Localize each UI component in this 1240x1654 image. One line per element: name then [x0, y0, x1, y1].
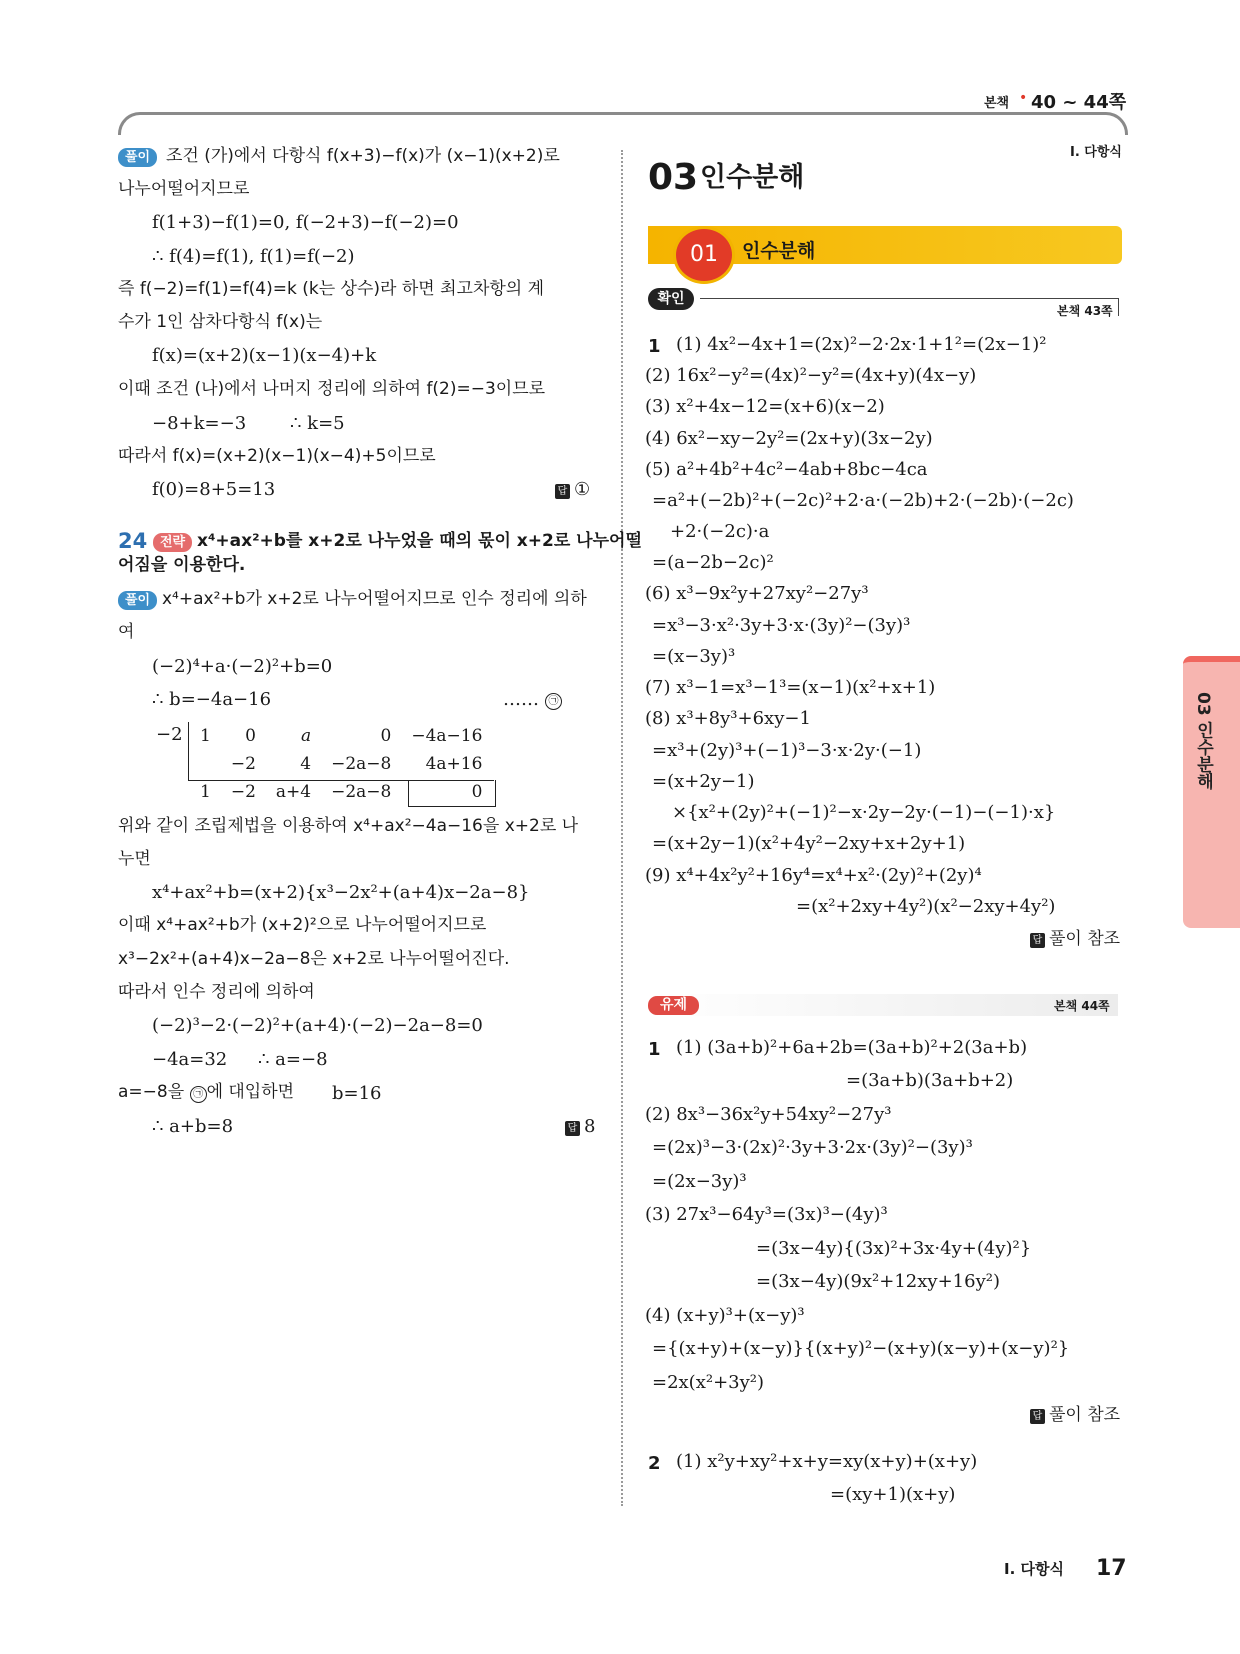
column-divider: [621, 150, 623, 1506]
practice-line-6: (3) 27x³−64y³=(3x)³−(4y)³: [645, 1204, 888, 1225]
solution-badge: 풀이: [118, 591, 157, 610]
check-line-6: =a²+(−2b)²+(−2c)²+2·a·(−2b)+2·(−2b)·(−2c): [652, 490, 1074, 511]
answer-mark: 답: [1030, 933, 1045, 948]
answer-value: 풀이 참조: [1049, 1405, 1121, 1425]
check-line-12: (7) x³−1=x³−1³=(x−1)(x²+x+1): [645, 677, 936, 698]
synth-cell: [190, 750, 221, 778]
sol24-line-5: 위와 같이 조립제법을 이용하여 x⁴+ax²−4a−16을 x+2로 나: [118, 816, 579, 836]
strategy-badge: 전략: [153, 533, 192, 552]
check-line-17: =(x+2y−1)(x²+4y²−2xy+x+2y+1): [652, 833, 966, 854]
practice-line-7: =(3x−4y){(3x)²+3x·4y+(4y)²}: [756, 1238, 1032, 1259]
synth-cell: −2a−8: [331, 782, 392, 802]
sol24-line-13c: b=16: [332, 1083, 382, 1104]
check-rule-end: [1118, 298, 1119, 316]
synth-cell: a+4: [275, 782, 312, 802]
answer-mark: 답: [555, 484, 570, 499]
synth-cell: −2: [230, 754, 256, 774]
answer-value: ①: [574, 479, 591, 500]
sol23-line-3: f(1+3)−f(1)=0, f(−2+3)−f(−2)=0: [152, 212, 459, 233]
dots: ……: [503, 689, 539, 710]
check-line-10: =x³−3·x²·3y+3·x·(3y)²−(3y)³: [652, 615, 911, 636]
answer-mark: 답: [1030, 1409, 1045, 1424]
check-line-2: (2) 16x²−y²=(4x)²−y²=(4x+y)(4x−y): [645, 365, 977, 386]
strategy-line-1: x⁴+ax²+b를 x+2로 나누었을 때의 몫이 x+2로 나누어떨: [197, 531, 642, 551]
synth-row: [190, 778, 492, 806]
sol23-line-2: 나누어떨어지므로: [118, 179, 250, 199]
synth-cell: −2a−8: [331, 754, 392, 774]
practice-number-1: 1: [648, 1039, 661, 1060]
synth-cell: a: [300, 726, 312, 746]
section-number: 01: [673, 226, 735, 284]
practice-ref: 본책 44쪽: [1054, 999, 1110, 1013]
sol24-line-14: ∴ a+b=8: [152, 1116, 234, 1137]
check-line-4: (4) 6x²−xy−2y²=(2x+y)(3x−2y): [645, 428, 933, 449]
synth-cell: −2: [230, 782, 256, 802]
synth-divisor: −2: [156, 724, 183, 745]
practice-line-5: =(2x−3y)³: [652, 1171, 747, 1192]
check-line-5: (5) a²+4b²+4c²−4ab+8bc−4ca: [645, 459, 928, 480]
practice-line-1: (1) (3a+b)²+6a+2b=(3a+b)²+2(3a+b): [676, 1037, 1028, 1058]
practice-line-12: (1) x²y+xy²+x+y=xy(x+y)+(x+y): [676, 1451, 978, 1472]
chapter-label: I. 다항식: [1070, 145, 1122, 160]
side-tab-label: 03 인수분해: [1193, 692, 1213, 790]
sol24-line-9: x³−2x²+(a+4)x−2a−8은 x+2로 나누어떨어진다.: [118, 949, 510, 969]
synth-cell: 4: [300, 754, 312, 774]
answer-mark: 답: [565, 1121, 580, 1136]
sol23-line-11: f(0)=8+5=13: [152, 479, 276, 500]
sol24-line-10: 따라서 인수 정리에 의하여: [118, 982, 315, 1002]
synth-cell: 0: [471, 782, 483, 802]
sol23-line-7: f(x)=(x+2)(x−1)(x−4)+k: [152, 345, 377, 366]
sol23-answer: [555, 480, 590, 499]
sol24-line-1: x⁴+ax²+b가 x+2로 나누어떨어지므로 인수 정리에 의하: [162, 589, 587, 609]
sol24-line-3: (−2)⁴+a·(−2)²+b=0: [152, 656, 333, 677]
solution-badge: 풀이: [118, 148, 157, 167]
section-title: 인수분해: [742, 240, 816, 262]
header-book-ref: 본책: [984, 96, 1010, 111]
practice-line-3: (2) 8x³−36x²y+54xy²−27y³: [645, 1104, 892, 1125]
problem-number: 24: [118, 529, 148, 553]
synth-cell: 0: [245, 726, 256, 746]
check-number: 1: [648, 336, 661, 357]
practice-header-bar: [648, 994, 1118, 1016]
circle-marker: ㉠: [545, 693, 562, 710]
sol23-line-4: ∴ f(4)=f(1), f(1)=f(−2): [152, 246, 355, 267]
check-line-7: +2·(−2c)·a: [670, 521, 770, 542]
synth-table: [190, 722, 492, 806]
practice-answer: [1030, 1405, 1120, 1424]
sol24-line-12b: ∴ a=−8: [258, 1049, 328, 1070]
check-line-18: (9) x⁴+4x²y²+16y⁴=x⁴+x²·(2y)²+(2y)⁴: [645, 865, 982, 886]
practice-line-11: =2x(x²+3y²): [652, 1372, 765, 1393]
check-rule: [700, 298, 1118, 299]
sol23-line-9b: ∴ k=5: [290, 413, 345, 434]
check-line-1: (1) 4x²−4x+1=(2x)²−2·2x·1+1²=(2x−1)²: [676, 334, 1047, 355]
sol24-line-8: 이때 x⁴+ax²+b가 (x+2)²으로 나누어떨어지므로: [118, 915, 487, 935]
sol24-line-11: (−2)³−2·(−2)²+(a+4)·(−2)−2a−8=0: [152, 1015, 483, 1036]
sol23-line-5: 즉 f(−2)=f(1)=f(4)=k (k는 상수)라 하면 최고차항의 계: [118, 279, 545, 299]
synth-cell: 0: [380, 726, 392, 746]
synth-vline: [188, 722, 189, 780]
sol24-line-7: x⁴+ax²+b=(x+2){x³−2x²+(a+4)x−2a−8}: [152, 882, 530, 903]
check-line-13: (8) x³+8y³+6xy−1: [645, 708, 811, 729]
sol23-line-10: 따라서 f(x)=(x+2)(x−1)(x−4)+5이므로: [118, 446, 436, 466]
check-line-9: (6) x³−9x²y+27xy²−27y³: [645, 583, 869, 604]
sol24-line-13: [118, 1084, 294, 1103]
sol23-line-6: 수가 1인 삼차다항식 f(x)는: [118, 312, 323, 332]
synth-row: [190, 722, 492, 750]
sol24-answer: [565, 1117, 595, 1136]
check-line-11: =(x−3y)³: [652, 646, 736, 667]
sol23-line-1: 조건 (가)에서 다항식 f(x+3)−f(x)가 (x−1)(x+2)로: [166, 146, 560, 166]
answer-value: 풀이 참조: [1049, 929, 1121, 949]
practice-line-2: =(3a+b)(3a+b+2): [846, 1070, 1014, 1091]
strategy-line-2: 어짐을 이용한다.: [118, 555, 246, 575]
sol24-line-2: 여: [118, 622, 135, 642]
practice-line-9: (4) (x+y)³+(x−y)³: [645, 1305, 805, 1326]
practice-number-2: 2: [648, 1453, 661, 1474]
check-line-3: (3) x²+4x−12=(x+6)(x−2): [645, 396, 885, 417]
synth-cell: 1: [200, 782, 211, 802]
check-line-19: =(x²+2xy+4y²)(x²−2xy+4y²): [796, 896, 1056, 917]
practice-line-4: =(2x)³−3·(2x)²·3y+3·2x·(3y)²−(3y)³: [652, 1137, 973, 1158]
synth-row: [190, 750, 492, 778]
chapter-side-tab[interactable]: [1183, 656, 1240, 928]
sol24-line-12a: −4a=32: [152, 1049, 228, 1070]
chapter-title: 인수분해: [700, 162, 805, 193]
chapter-number: 03: [648, 157, 699, 198]
sol23-line-8: 이때 조건 (나)에서 나머지 정리에 의하여 f(2)=−3이므로: [118, 379, 546, 399]
check-line-15: =(x+2y−1): [652, 771, 755, 792]
synth-cell: −4a−16: [411, 726, 483, 746]
top-border-line: [118, 112, 1128, 135]
page-number: 17: [1096, 1556, 1127, 1581]
sol24-line-4: ∴ b=−4a−16: [152, 689, 272, 710]
synth-cell: 4a+16: [425, 754, 483, 774]
practice-line-8: =(3x−4y)(9x²+12xy+16y²): [756, 1271, 1000, 1292]
practice-badge: 유제: [648, 996, 699, 1015]
check-ref: 본책 43쪽: [1057, 304, 1113, 318]
sol23-line-9a: −8+k=−3: [152, 413, 247, 434]
check-line-16: ×{x²+(2y)²+(−1)²−x·2y−2y·(−1)−(−1)·x}: [672, 802, 1056, 823]
sol24-line-6: 누면: [118, 849, 151, 869]
sol24-line-13b: 에 대입하면: [206, 1082, 295, 1102]
header-page-range: 40 ~ 44쪽: [1031, 92, 1127, 113]
check-answer: [1030, 929, 1120, 948]
answer-value: 8: [584, 1116, 596, 1137]
sol24-line-13a: a=−8을: [118, 1082, 185, 1102]
footer-label: I. 다항식: [1004, 1560, 1064, 1578]
header-dot: •: [1019, 90, 1028, 106]
practice-line-13: =(xy+1)(x+y): [830, 1484, 956, 1505]
synth-cell: 1: [200, 726, 211, 746]
check-badge: 확인: [648, 288, 694, 310]
circle-marker: ㉠: [190, 1086, 207, 1103]
practice-line-10: ={(x+y)+(x−y)}{(x+y)²−(x+y)(x−y)+(x−y)²}: [652, 1338, 1070, 1359]
check-line-14: =x³+(2y)³+(−1)³−3·x·2y·(−1): [652, 740, 922, 761]
check-line-8: =(a−2b−2c)²: [652, 552, 774, 573]
